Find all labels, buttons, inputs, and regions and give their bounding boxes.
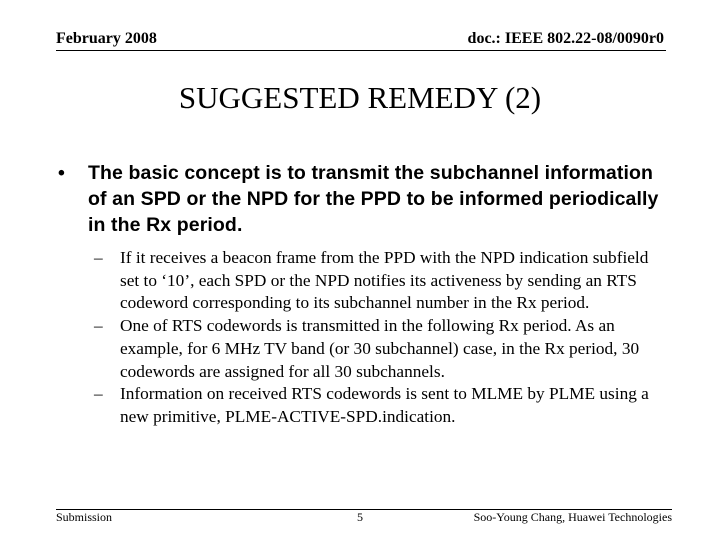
footer-submission: Submission: [56, 510, 113, 524]
footer-author: Soo-Young Chang, Huawei Technologies: [473, 510, 672, 524]
sub-bullet-marker: –: [94, 316, 103, 336]
sub-bullet-text: If it receives a beacon frame from the PPD with the NPD indication subfield set to ‘10’, each SPD or the NPD notifies its activeness by sending an RTS codeword corresponding to its subchannel number in the Rx period.: [120, 248, 649, 313]
sub-bullet-text: Information on received RTS codewords is sent to MLME by PLME using a new primitive, PLME-ACTIVE-SPD.indication.: [120, 384, 649, 426]
header-divider: [56, 50, 666, 51]
bullet-marker: •: [58, 162, 65, 184]
sub-bullet: [94, 315, 654, 383]
sub-bullet: [94, 247, 654, 315]
sub-bullet-list: [94, 247, 654, 429]
sub-bullet-marker: –: [94, 384, 103, 404]
header-date: February 2008: [56, 30, 157, 47]
header-doc-id: doc.: IEEE 802.22-08/0090r0: [467, 30, 664, 47]
main-bullet: [58, 160, 668, 238]
main-bullet-text: The basic concept is to transmit the subchannel information of an SPD or the NPD for the PPD to be informed periodically in the Rx period.: [88, 162, 659, 236]
bullet-block: [58, 160, 668, 429]
sub-bullet-marker: –: [94, 248, 103, 267]
page-number: 5: [357, 510, 363, 524]
sub-bullet-text: One of RTS codewords is transmitted in the following Rx period. As an example, for 6 MHz TV band (or 30 subchannel) case, in the Rx period, 30 codewords are assigned for all 30 subchannels.: [120, 316, 640, 381]
slide-title: SUGGESTED REMEDY (2): [178, 80, 542, 115]
sub-bullet: [94, 383, 654, 428]
